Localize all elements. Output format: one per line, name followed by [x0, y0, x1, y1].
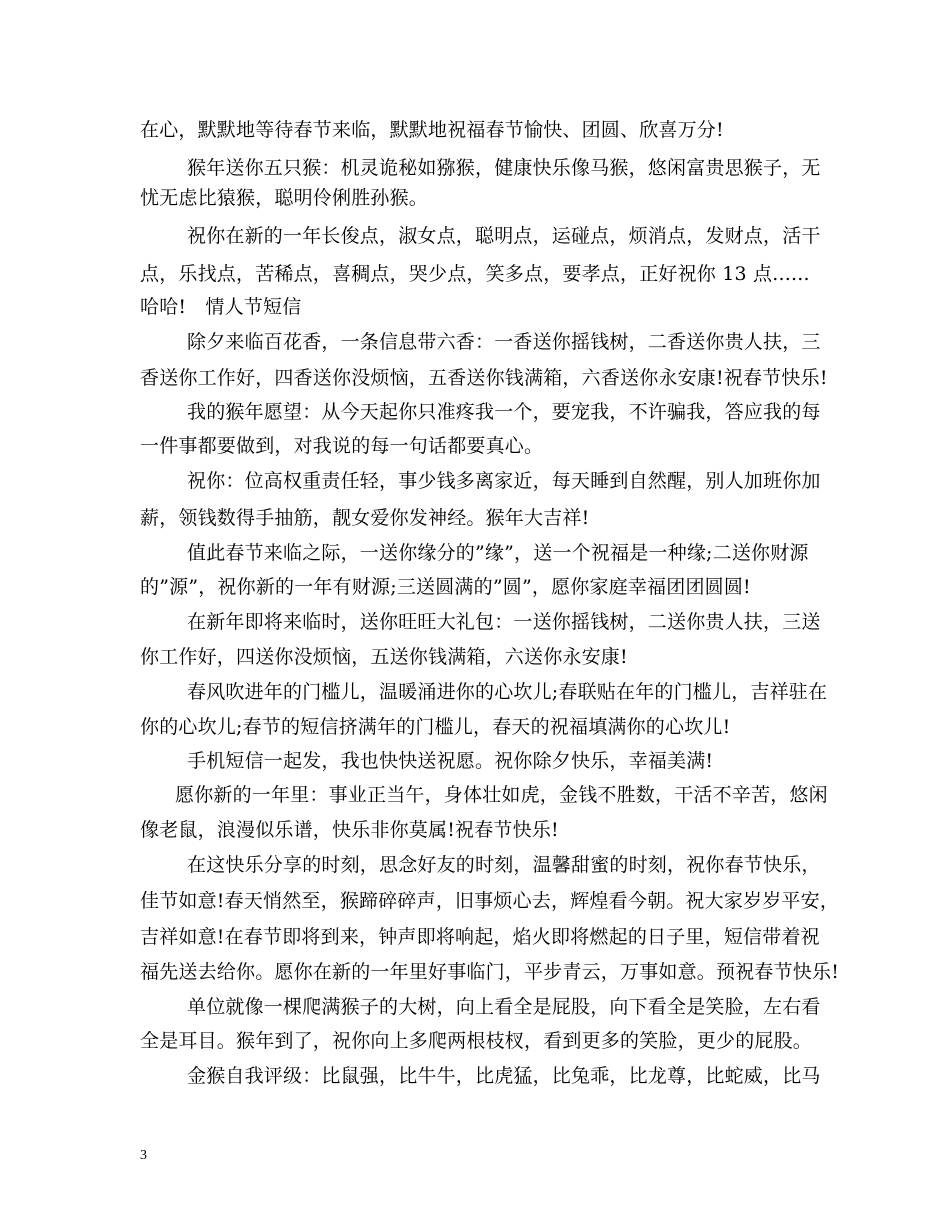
text-line: 春风吹进年的门槛儿，温暖涌进你的心坎儿;春联贴在年的门槛儿，吉祥驻在: [187, 681, 828, 703]
text-line: 猴年送你五只猴：机灵诡秘如猕猴，健康快乐像马猴，悠闲富贵思猴子，无: [187, 157, 821, 179]
text-line: 值此春节来临之际，一送你缘分的”缘”，送一个祝福是一种缘;二送你财源: [187, 542, 809, 564]
text-line: 点，乐找点，苦稀点，喜稠点，哭少点，笑多点，要孝点，正好祝你 13 点......: [140, 263, 810, 285]
text-line: 忧无虑比猿猴，聪明伶俐胜孙猴。: [140, 187, 429, 209]
text-line: 佳节如意!春天悄然至，猴蹄碎碎声，旧事烦心去，辉煌看今朝。祝大家岁岁平安，: [140, 890, 840, 912]
text-line: 在心，默默地等待春节来临，默默地祝福春节愉快、团圆、欣喜万分!: [140, 119, 724, 141]
page-number: 3: [140, 1148, 147, 1163]
text-line: 吉祥如意!在春节即将到来，钟声即将响起，焰火即将燃起的日子里，短信带着祝: [140, 926, 820, 948]
text-line: 手机短信一起发，我也快快送祝愿。祝你除夕快乐，幸福美满!: [187, 750, 714, 772]
text-line: 你的心坎儿;春节的短信挤满年的门槛儿，春天的祝福填满你的心坎儿!: [140, 716, 731, 738]
text-line: 除夕来临百花香，一条信息带六香：一香送你摇钱树，二香送你贵人扶，三: [187, 331, 821, 353]
text-line: 薪，领钱数得手抽筋，靓女爱你发神经。猴年大吉祥!: [140, 507, 590, 529]
text-line: 哈哈! 情人节短信: [140, 296, 302, 318]
text-line: 愿你新的一年里：事业正当午，身体壮如虎，金钱不胜数，干活不辛苦，悠闲: [175, 784, 828, 806]
text-line: 在这快乐分享的时刻，思念好友的时刻，温馨甜蜜的时刻，祝你春节快乐，: [187, 854, 821, 876]
text-line: 像老鼠，浪漫似乐谱，快乐非你莫属!祝春节快乐!: [140, 819, 559, 841]
text-line: 单位就像一棵爬满猴子的大树，向上看全是屁股，向下看全是笑脸，左右看: [187, 996, 821, 1018]
text-line: 一件事都要做到，对我说的每一句话都要真心。: [140, 435, 544, 457]
text-line: 全是耳目。猴年到了，祝你向上多爬两根枝杈，看到更多的笑脸，更少的屁股。: [140, 1030, 813, 1052]
text-line: 我的猴年愿望：从今天起你只准疼我一个，要宠我，不许骗我，答应我的每: [187, 401, 821, 423]
text-line: 的”源”，祝你新的一年有财源;三送圆满的”圆”，愿你家庭幸福团团圆圆!: [140, 576, 751, 598]
text-line: 金猴自我评级：比鼠强，比牛牛，比虎猛，比兔乖，比龙尊，比蛇威，比马: [187, 1065, 821, 1087]
text-line: 祝你：位高权重责任轻，事少钱多离家近，每天睡到自然醒，别人加班你加: [187, 470, 821, 492]
text-line: 福先送去给你。愿你在新的一年里好事临门，平步青云，万事如意。预祝春节快乐!: [140, 961, 840, 983]
text-line: 你工作好，四送你没烦恼，五送你钱满箱，六送你永安康!: [140, 646, 628, 668]
text-line: 在新年即将来临时，送你旺旺大礼包：一送你摇钱树，二送你贵人扶，三送: [187, 611, 821, 633]
text-line: 祝你在新的一年长俊点，淑女点，聪明点，运碰点，烦消点，发财点，活干: [187, 225, 821, 247]
text-line: 香送你工作好，四香送你没烦恼，五香送你钱满箱，六香送你永安康!祝春节快乐!: [140, 367, 828, 389]
